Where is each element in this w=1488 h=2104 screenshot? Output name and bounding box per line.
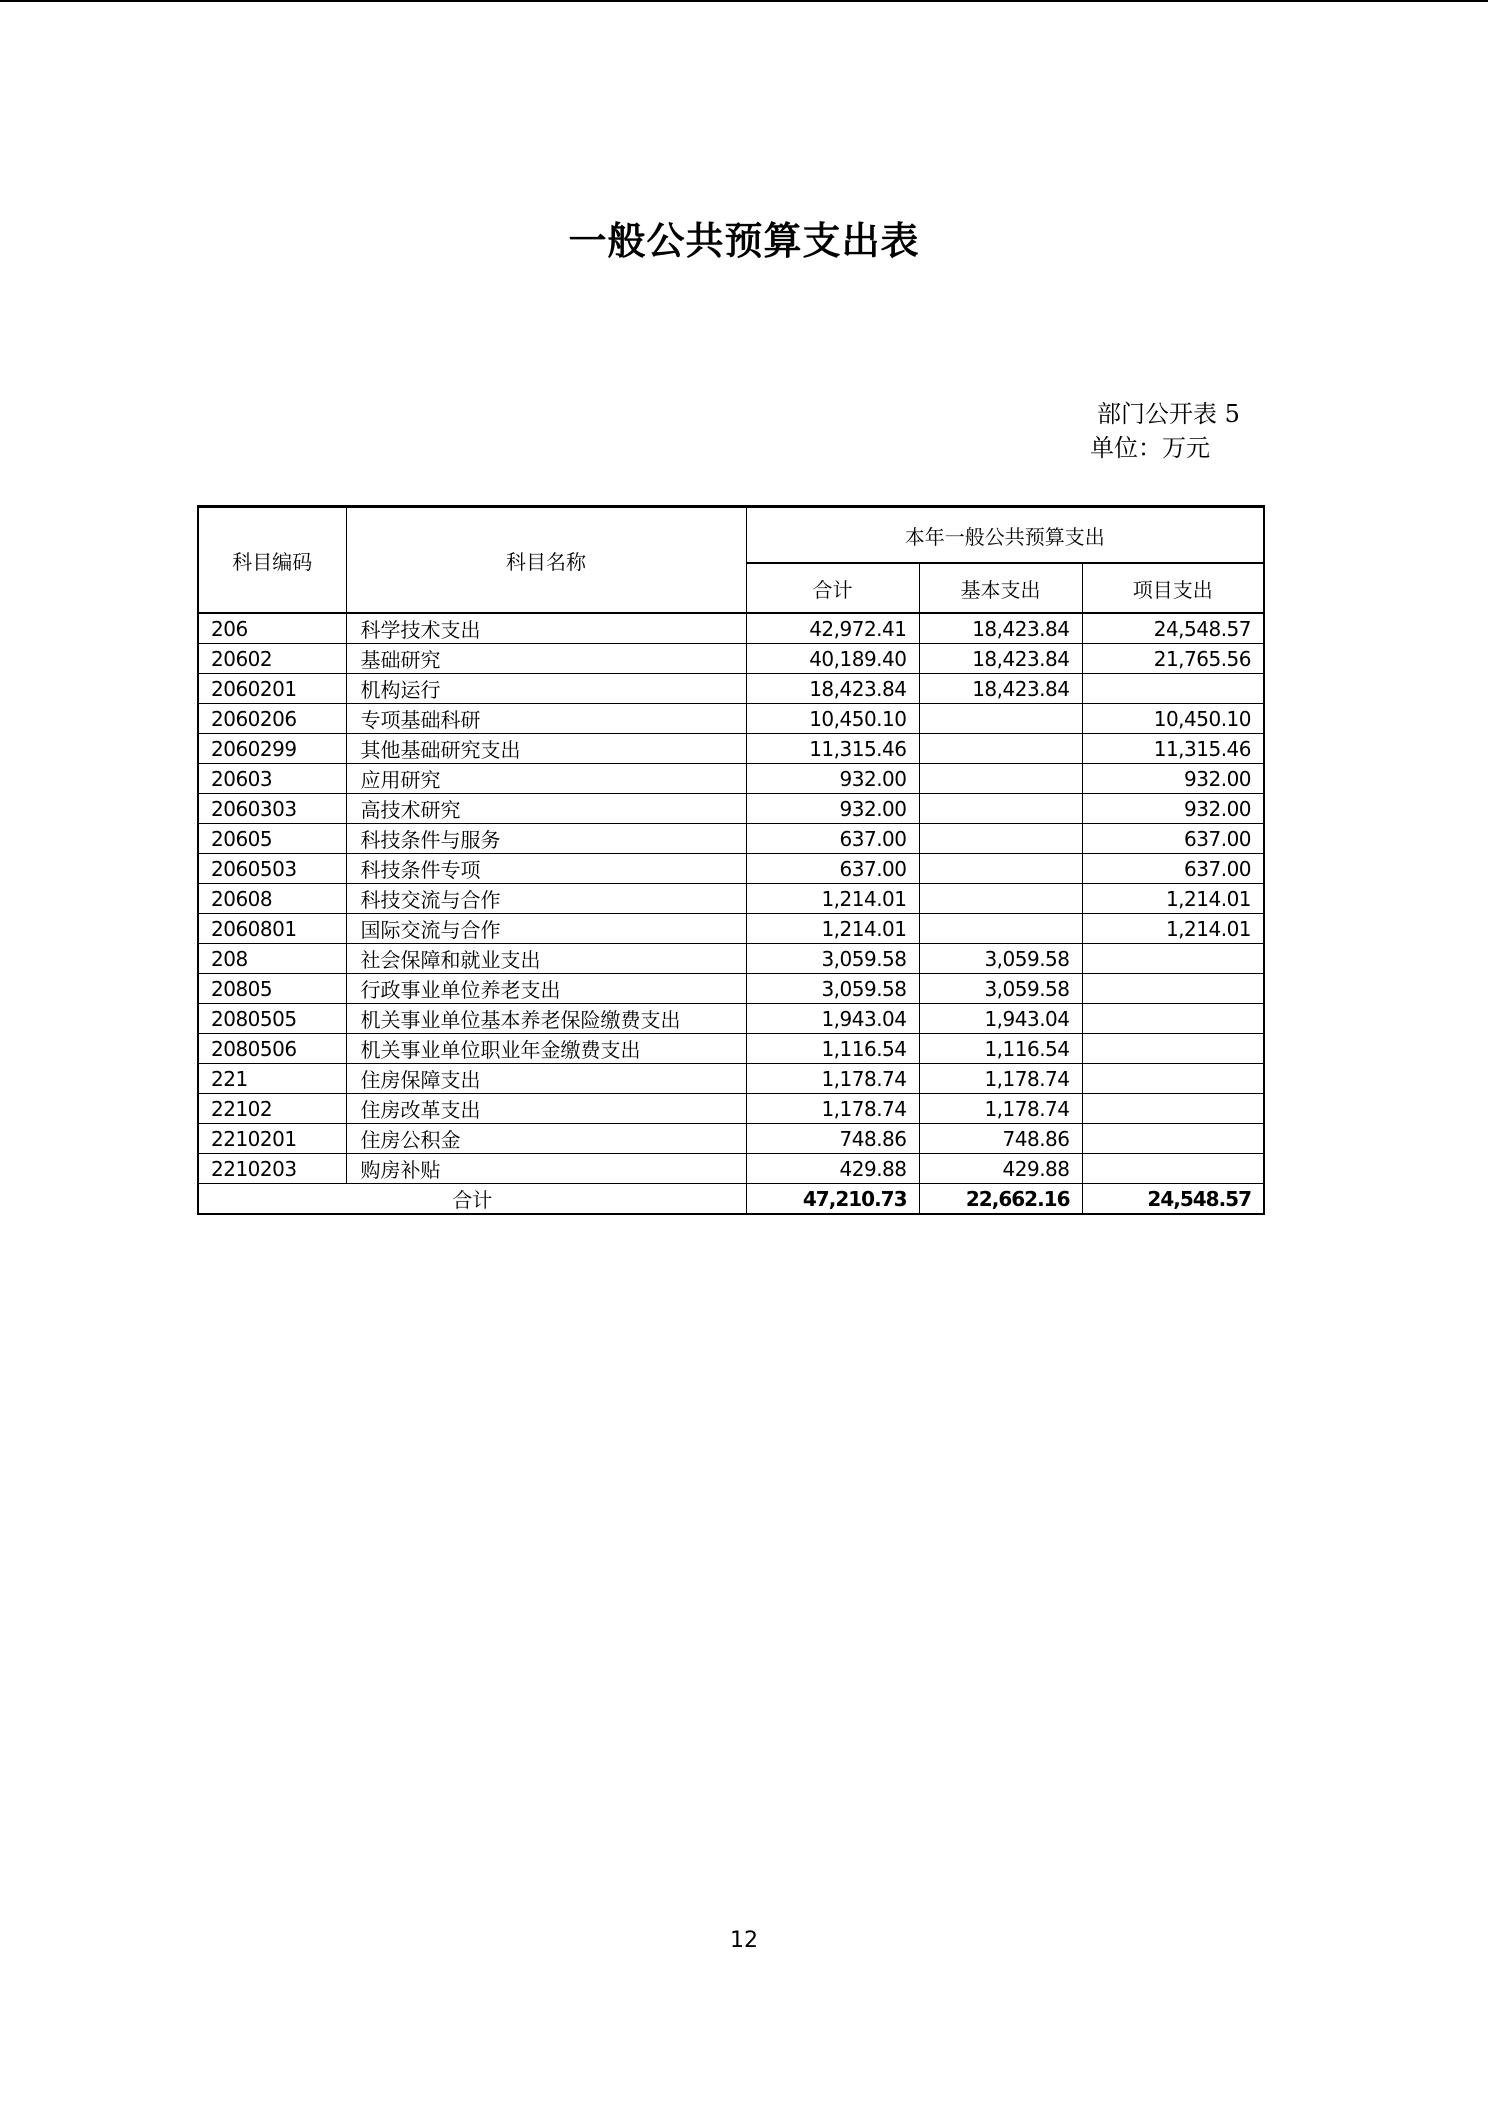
table-row (198, 974, 1264, 1004)
form-number: 部门公开表 5 (1097, 400, 1240, 428)
cell-total: 1,116.54 (746, 1034, 919, 1064)
cell-total: 40,189.40 (746, 644, 919, 674)
cell-name: 住房保障支出 (346, 1064, 746, 1094)
cell-project (1082, 1154, 1264, 1184)
unit-label: 单位：万元 (1090, 434, 1210, 462)
cell-total: 3,059.58 (746, 974, 919, 1004)
cell-project (1082, 944, 1264, 974)
cell-basic (919, 734, 1082, 764)
top-border-line (0, 0, 1488, 2)
cell-code: 208 (198, 944, 346, 974)
header-code: 科目编码 (198, 507, 346, 614)
cell-code: 22102 (198, 1094, 346, 1124)
cell-name: 住房公积金 (346, 1124, 746, 1154)
cell-total: 748.86 (746, 1124, 919, 1154)
table-row (198, 1004, 1264, 1034)
table-row (198, 794, 1264, 824)
cell-code: 20805 (198, 974, 346, 1004)
cell-total: 1,178.74 (746, 1064, 919, 1094)
cell-code: 2060801 (198, 914, 346, 944)
cell-basic (919, 884, 1082, 914)
header-group: 本年一般公共预算支出 (746, 507, 1264, 564)
cell-project: 1,214.01 (1082, 914, 1264, 944)
header-name: 科目名称 (346, 507, 746, 614)
cell-name: 高技术研究 (346, 794, 746, 824)
cell-project: 24,548.57 (1082, 613, 1264, 644)
table-row (198, 644, 1264, 674)
cell-basic: 18,423.84 (919, 674, 1082, 704)
header-project: 项目支出 (1082, 563, 1264, 613)
cell-total: 1,214.01 (746, 884, 919, 914)
cell-name: 科技交流与合作 (346, 884, 746, 914)
total-sum: 47,210.73 (746, 1184, 919, 1215)
cell-project: 1,214.01 (1082, 884, 1264, 914)
table-row (198, 1124, 1264, 1154)
header-basic: 基本支出 (919, 563, 1082, 613)
cell-code: 2060299 (198, 734, 346, 764)
cell-project: 932.00 (1082, 764, 1264, 794)
table-row (198, 1154, 1264, 1184)
cell-code: 2080505 (198, 1004, 346, 1034)
cell-name: 社会保障和就业支出 (346, 944, 746, 974)
cell-name: 机关事业单位职业年金缴费支出 (346, 1034, 746, 1064)
cell-code: 20602 (198, 644, 346, 674)
cell-name: 购房补贴 (346, 1154, 746, 1184)
table-row (198, 1034, 1264, 1064)
total-basic: 22,662.16 (919, 1184, 1082, 1215)
cell-total: 3,059.58 (746, 944, 919, 974)
cell-code: 2080506 (198, 1034, 346, 1064)
cell-code: 2060303 (198, 794, 346, 824)
cell-total: 42,972.41 (746, 613, 919, 644)
table-row (198, 704, 1264, 734)
table-row (198, 674, 1264, 704)
cell-name: 科技条件与服务 (346, 824, 746, 854)
cell-basic: 748.86 (919, 1124, 1082, 1154)
cell-code: 206 (198, 613, 346, 644)
cell-project: 637.00 (1082, 854, 1264, 884)
cell-total: 932.00 (746, 764, 919, 794)
table-row (198, 764, 1264, 794)
cell-basic: 1,116.54 (919, 1034, 1082, 1064)
table-row (198, 1064, 1264, 1094)
budget-expenditure-table (197, 505, 1265, 1215)
cell-project: 637.00 (1082, 824, 1264, 854)
cell-basic: 3,059.58 (919, 944, 1082, 974)
cell-total: 429.88 (746, 1154, 919, 1184)
table-total-row (198, 1184, 1264, 1215)
cell-project (1082, 674, 1264, 704)
cell-code: 20603 (198, 764, 346, 794)
cell-basic (919, 824, 1082, 854)
cell-total: 1,943.04 (746, 1004, 919, 1034)
cell-name: 科学技术支出 (346, 613, 746, 644)
cell-total: 10,450.10 (746, 704, 919, 734)
cell-basic (919, 854, 1082, 884)
cell-code: 20605 (198, 824, 346, 854)
cell-total: 1,178.74 (746, 1094, 919, 1124)
cell-total: 1,214.01 (746, 914, 919, 944)
cell-project: 932.00 (1082, 794, 1264, 824)
total-project: 24,548.57 (1082, 1184, 1264, 1215)
cell-code: 2060206 (198, 704, 346, 734)
table-row (198, 914, 1264, 944)
header-total: 合计 (746, 563, 919, 613)
table-row (198, 854, 1264, 884)
cell-code: 20608 (198, 884, 346, 914)
cell-total: 637.00 (746, 824, 919, 854)
cell-project (1082, 1124, 1264, 1154)
cell-code: 2060201 (198, 674, 346, 704)
cell-project (1082, 1064, 1264, 1094)
total-label: 合计 (198, 1184, 746, 1215)
cell-name: 国际交流与合作 (346, 914, 746, 944)
cell-basic: 1,943.04 (919, 1004, 1082, 1034)
cell-project (1082, 974, 1264, 1004)
table-row (198, 734, 1264, 764)
table-body (198, 613, 1264, 1214)
cell-basic: 1,178.74 (919, 1064, 1082, 1094)
cell-total: 18,423.84 (746, 674, 919, 704)
cell-project: 21,765.56 (1082, 644, 1264, 674)
cell-basic (919, 914, 1082, 944)
cell-project (1082, 1004, 1264, 1034)
cell-basic (919, 794, 1082, 824)
cell-name: 行政事业单位养老支出 (346, 974, 746, 1004)
cell-basic: 1,178.74 (919, 1094, 1082, 1124)
table-row (198, 944, 1264, 974)
cell-name: 机关事业单位基本养老保险缴费支出 (346, 1004, 746, 1034)
cell-basic: 3,059.58 (919, 974, 1082, 1004)
cell-project: 10,450.10 (1082, 704, 1264, 734)
table-row (198, 613, 1264, 644)
cell-code: 221 (198, 1064, 346, 1094)
cell-name: 应用研究 (346, 764, 746, 794)
table-row (198, 824, 1264, 854)
cell-total: 11,315.46 (746, 734, 919, 764)
page-title: 一般公共预算支出表 (568, 219, 920, 263)
cell-total: 932.00 (746, 794, 919, 824)
cell-basic: 18,423.84 (919, 644, 1082, 674)
cell-name: 机构运行 (346, 674, 746, 704)
cell-name: 住房改革支出 (346, 1094, 746, 1124)
cell-code: 2060503 (198, 854, 346, 884)
cell-project (1082, 1034, 1264, 1064)
cell-basic: 18,423.84 (919, 613, 1082, 644)
cell-basic (919, 764, 1082, 794)
table-row (198, 1094, 1264, 1124)
page-number: 12 (730, 1928, 758, 1953)
cell-name: 基础研究 (346, 644, 746, 674)
cell-total: 637.00 (746, 854, 919, 884)
cell-code: 2210203 (198, 1154, 346, 1184)
cell-name: 其他基础研究支出 (346, 734, 746, 764)
cell-name: 专项基础科研 (346, 704, 746, 734)
cell-project (1082, 1094, 1264, 1124)
cell-basic (919, 704, 1082, 734)
cell-project: 11,315.46 (1082, 734, 1264, 764)
table-row (198, 884, 1264, 914)
cell-name: 科技条件专项 (346, 854, 746, 884)
cell-code: 2210201 (198, 1124, 346, 1154)
cell-basic: 429.88 (919, 1154, 1082, 1184)
